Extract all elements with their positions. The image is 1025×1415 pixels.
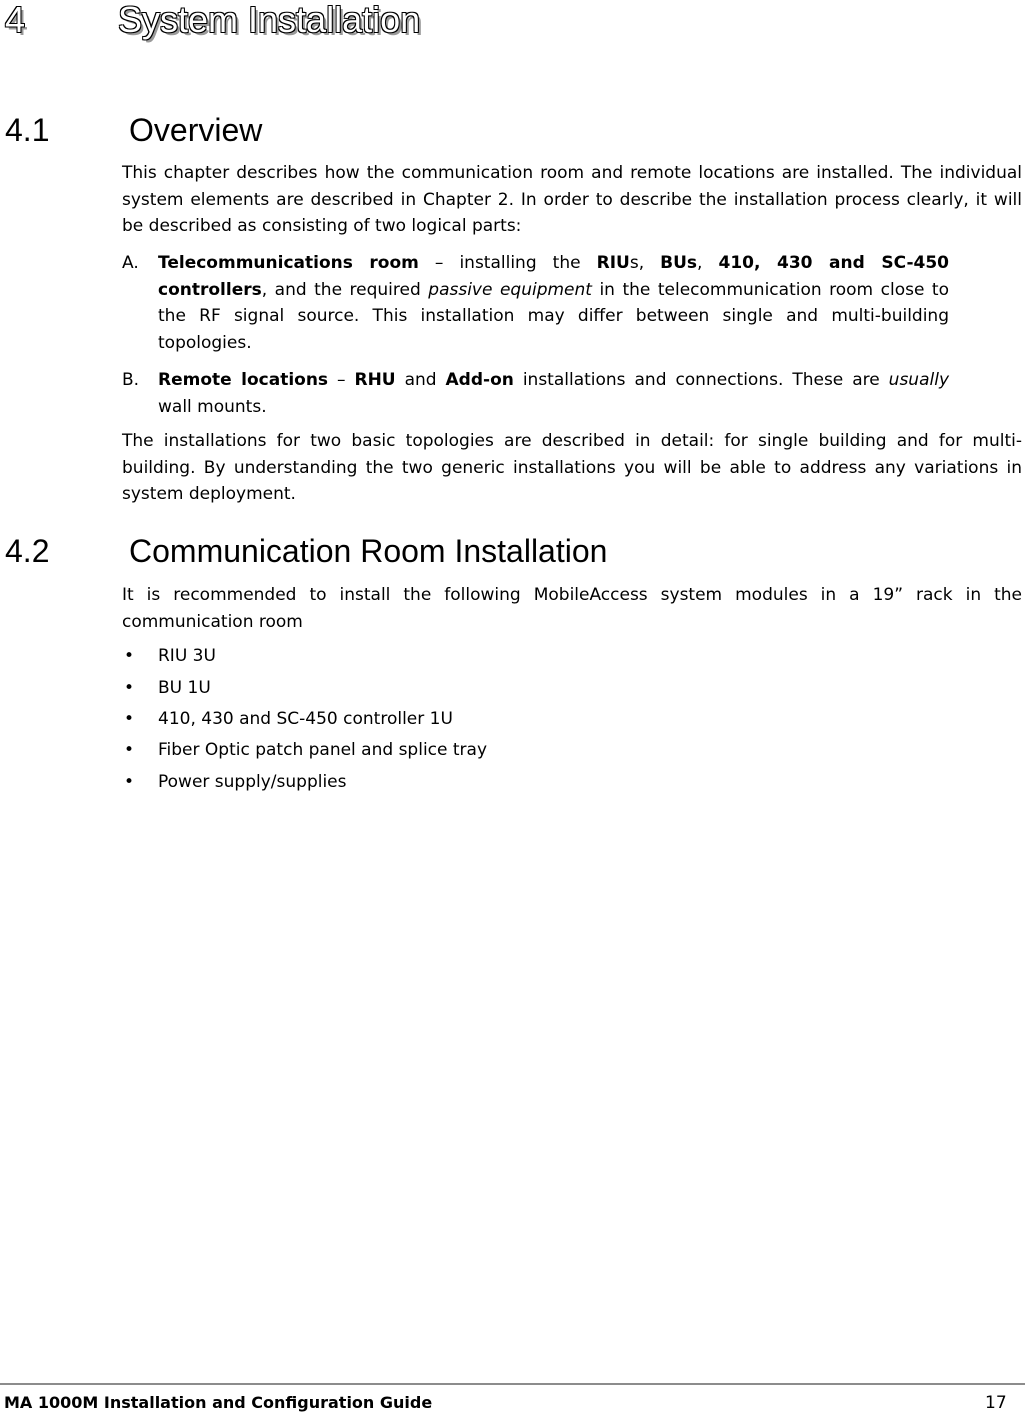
bullet-icon: • — [124, 709, 135, 729]
footer-divider — [0, 1383, 1025, 1385]
section-heading-overview — [5, 112, 263, 148]
list-item-text: Remote locations – RHU and Add-on installations and connections. These are usually wall mounts. — [158, 370, 950, 417]
chapter-title: System Installation — [118, 0, 421, 40]
comm-room-intro: It is recommended to install the following MobileAccess system modules in a 19” rack in the communication room — [122, 585, 1022, 632]
overview-closing: The installations for two basic topologies are described in detail: for single building and for multi-building. By understanding the two generic installations you will be able to address any variations in system deployment. — [122, 431, 1022, 504]
list-marker: B. — [122, 370, 140, 390]
section-title: Communication Room Installation — [129, 533, 608, 569]
bullet-icon: • — [124, 646, 135, 666]
bullet-icon: • — [124, 740, 135, 760]
chapter-number: 4 — [5, 0, 26, 40]
section-heading-comm-room — [5, 533, 608, 569]
section-number: 4.1 — [5, 112, 50, 148]
list-marker: A. — [122, 253, 139, 273]
bullet-icon: • — [124, 678, 135, 698]
footer-title: MA 1000M Installation and Configuration Guide — [4, 1393, 433, 1412]
section-number: 4.2 — [5, 533, 50, 569]
list-item-text: Telecommunications room – installing the RIUs, BUs, 410, 430 and SC-450 controllers, and the required passive equipment in the telecommunication room close to the RF signal source. This installation may differ between single and multi-building topologies. — [158, 253, 949, 353]
page-number: 17 — [985, 1393, 1007, 1413]
section-title: Overview — [129, 112, 263, 148]
chapter-heading — [5, 0, 421, 40]
overview-intro: This chapter describes how the communication room and remote locations are installed. The individual system elements are described in Chapter 2. In order to describe the installation process clearly, it will be described as consisting of two logical parts: — [122, 163, 1022, 236]
bullet-icon: • — [124, 772, 135, 792]
